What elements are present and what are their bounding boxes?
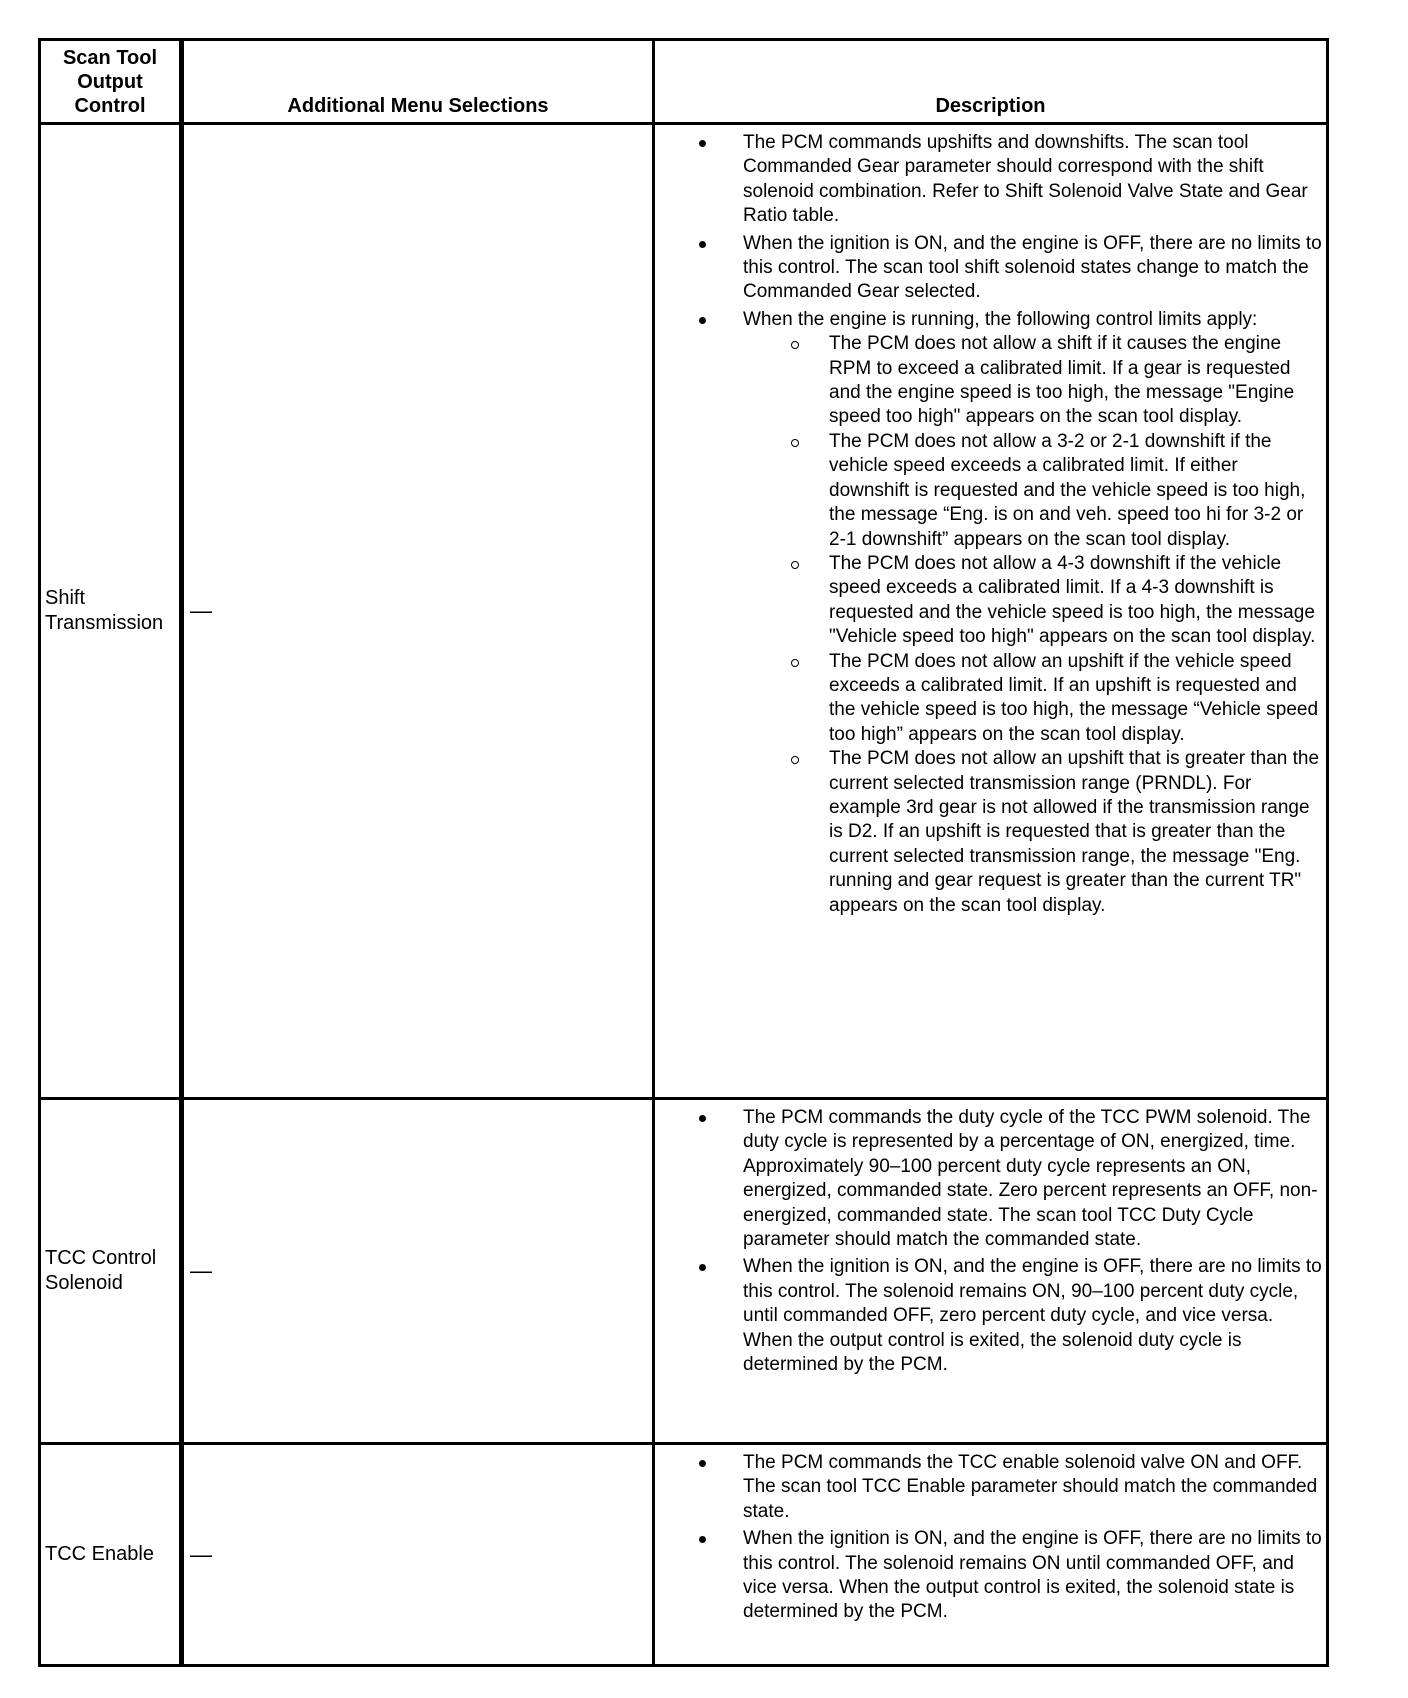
control-name: TCC Enable [40,1444,182,1666]
sub-bullet: The PCM does not allow an upshift that is greater than the current selected transmission range (PRNDL). For example 3rd gear is not allowed if the transmission range is D2. If an upshift is requested that is greater than the current selected transmission range, the message "Eng. running and gear request is greater than the current TR" appears on the scan tool display. [829,747,1322,918]
sub-bullet: The PCM does not allow a 3-2 or 2-1 downshift if the vehicle speed exceeds a calibrated limit. If either downshift is requested and the vehicle speed is too high, the message “Eng. is on and veh. speed too hi for 3-2 or 2-1 downshift” appears on the scan tool display. [829,430,1322,552]
sub-bullet: The PCM does not allow a shift if it causes the engine RPM to exceed a calibrated limit. If a gear is requested and the engine speed is too high, the message "Engine speed too high" appears on the scan tool display. [829,332,1322,430]
sub-bullet: The PCM does not allow an upshift if the vehicle speed exceeds a calibrated limit. If an upshift is requested and the vehicle speed is too high, the message “Vehicle speed too high” appears on the scan tool display. [829,650,1322,748]
output-controls-table [38,38,1329,1667]
bullet-text: When the engine is running, the following control limits apply: [743,308,1258,330]
control-name: Shift Transmission [40,124,182,1099]
table-header-row [40,40,1328,124]
description-bullet: The PCM commands the TCC enable solenoid valve ON and OFF. The scan tool TCC Enable parameter should match the commanded state. [743,1451,1322,1524]
header-additional-menu-selections: Additional Menu Selections [182,40,654,124]
description-bullet: When the ignition is ON, and the engine is OFF, there are no limits to this control. The solenoid remains ON, 90–100 percent duty cycle, until commanded OFF, zero percent duty cycle, and vice versa. When the output control is exited, the solenoid duty cycle is determined by the PCM. [743,1255,1322,1377]
table-row-tcc-control-solenoid [40,1099,1328,1444]
menu-selection: — [182,1444,654,1666]
description-cell [654,1444,1328,1666]
description-cell [654,1099,1328,1444]
description-bullet: The PCM commands upshifts and downshifts. The scan tool Commanded Gear parameter should correspond with the shift solenoid combination. Refer to Shift Solenoid Valve State and Gear Ratio table. [743,131,1322,229]
output-controls-document [38,38,1326,1667]
menu-selection: — [182,1099,654,1444]
table-row-tcc-enable [40,1444,1328,1666]
description-bullets [655,131,1322,918]
description-bullet: When the ignition is ON, and the engine is OFF, there are no limits to this control. The solenoid remains ON until commanded OFF, and vice versa. When the output control is exited, the solenoid state is determined by the PCM. [743,1527,1322,1625]
table-row-shift-transmission [40,124,1328,1099]
header-description: Description [654,40,1328,124]
description-bullets [655,1106,1322,1377]
description-bullet [743,308,1322,918]
description-cell [654,124,1328,1099]
control-limit-sublist [743,332,1322,918]
header-scan-tool-output-control: Scan Tool Output Control [40,40,182,124]
control-name: TCC Control Solenoid [40,1099,182,1444]
sub-bullet: The PCM does not allow a 4-3 downshift if the vehicle speed exceeds a calibrated limit. If a 4-3 downshift is requested and the vehicle speed is too high, the message "Vehicle speed too high" appears on the scan tool display. [829,552,1322,650]
description-bullets [655,1451,1322,1625]
description-bullet: When the ignition is ON, and the engine is OFF, there are no limits to this control. The scan tool shift solenoid states change to match the Commanded Gear selected. [743,232,1322,305]
menu-selection: — [182,124,654,1099]
description-bullet: The PCM commands the duty cycle of the TCC PWM solenoid. The duty cycle is represented by a percentage of ON, energized, time. Approximately 90–100 percent duty cycle represents an ON, energized, commanded state. Zero percent represents an OFF, non-energized, commanded state. The scan tool TCC Duty Cycle parameter should match the commanded state. [743,1106,1322,1252]
